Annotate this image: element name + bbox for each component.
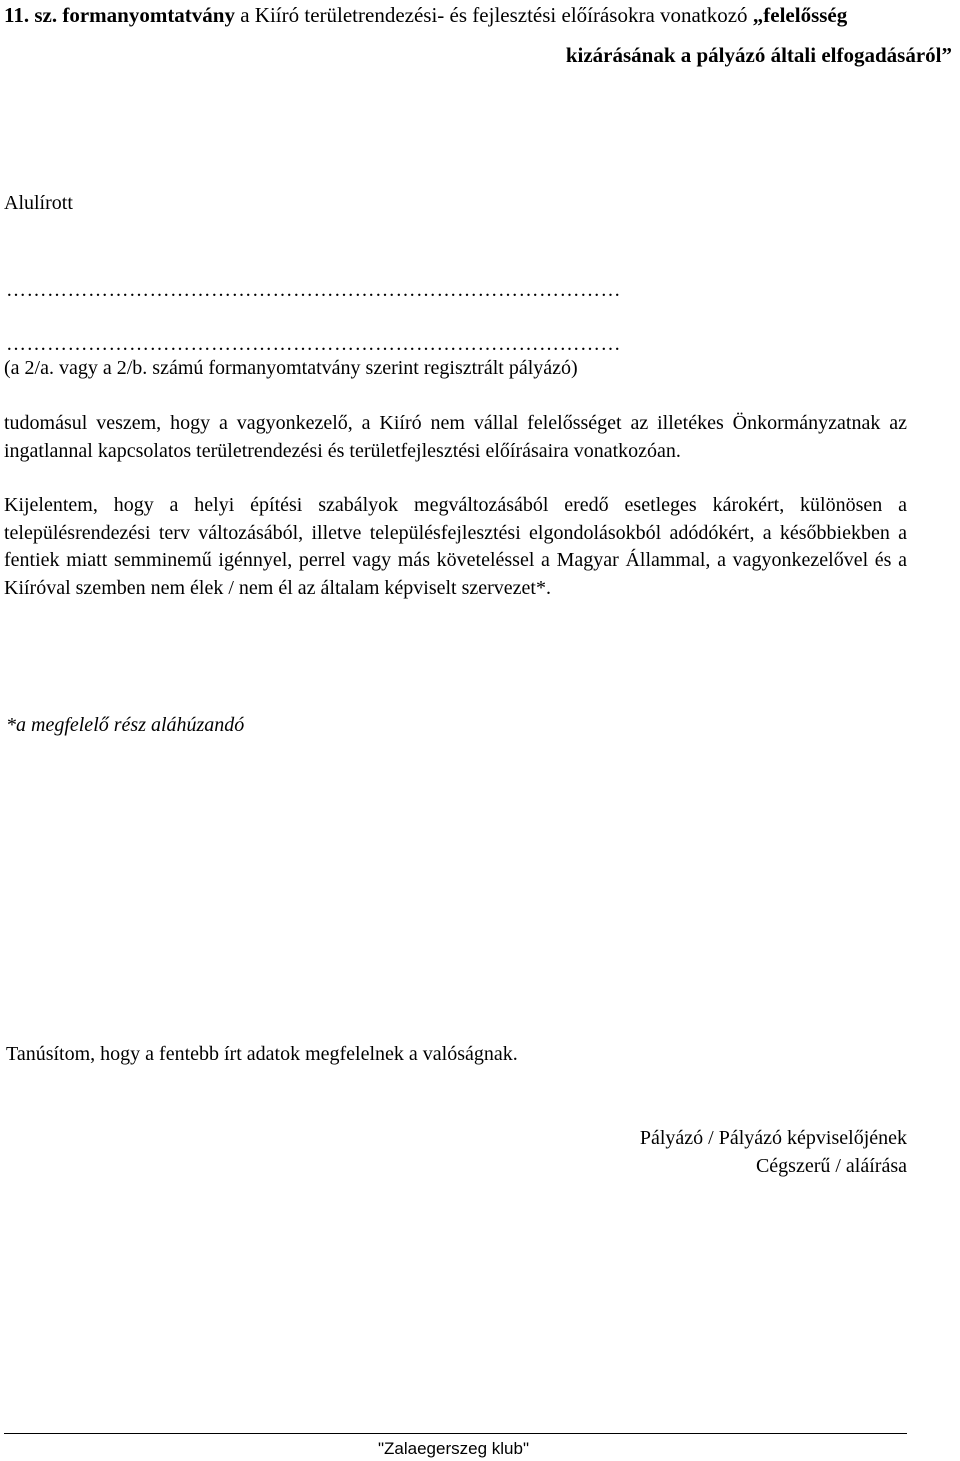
certification-statement: Tanúsítom, hogy a fentebb írt adatok megfelelnek a valóságnak. xyxy=(6,1043,518,1065)
signature-label-line2: Cégszerű / aláírása xyxy=(755,1155,907,1177)
name-fill-line-2: ……………………………………………………………………………… xyxy=(6,333,621,355)
form-title-middle: a Kiíró területrendezési- és fejlesztési előírásokra vonatkozó xyxy=(234,3,753,27)
acknowledgement-paragraph: tudomásul veszem, hogy a vagyonkezelő, a Kiíró nem vállal felelősséget az illetékes Önkormányzatnak az ingatlannal kapcsolatos területrendezési és területfejlesztési előírásaira vonatkozóan. xyxy=(4,412,907,462)
footer-divider xyxy=(4,1433,907,1434)
form-title-line1 xyxy=(4,2,847,28)
registration-note: (a 2/a. vagy a 2/b. számú formanyomtatvány szerint regisztrált pályázó) xyxy=(4,357,578,379)
form-title-bold-end: „felelősség xyxy=(752,3,848,27)
declaration-paragraph: Kijelentem, hogy a helyi építési szabályok megváltozásából eredő esetleges károkért, különösen a településrendezési terv változásából, illetve településfejlesztési elgondolásokból adódókért, a későbbiekben a fentiek miatt semminemű igénnyel, perrel vagy más követeléssel a Magyar Állammal, a vagyonkezelővel és a Kiíróval szemben nem élek / nem él az általam képviselt szervezet*. xyxy=(4,494,907,599)
form-title-line2: kizárásának a pályázó általi elfogadásáról” xyxy=(565,43,952,67)
footer-text: "Zalaegerszeg klub" xyxy=(378,1439,529,1458)
undersigned-label: Alulírott xyxy=(4,192,73,214)
signature-label-line1: Pályázó / Pályázó képviselőjének xyxy=(639,1127,907,1149)
footnote: *a megfelelő rész aláhúzandó xyxy=(6,714,245,736)
name-fill-line-1: ……………………………………………………………………………… xyxy=(6,279,621,301)
form-number: 11. sz. formanyomtatvány xyxy=(4,3,235,27)
